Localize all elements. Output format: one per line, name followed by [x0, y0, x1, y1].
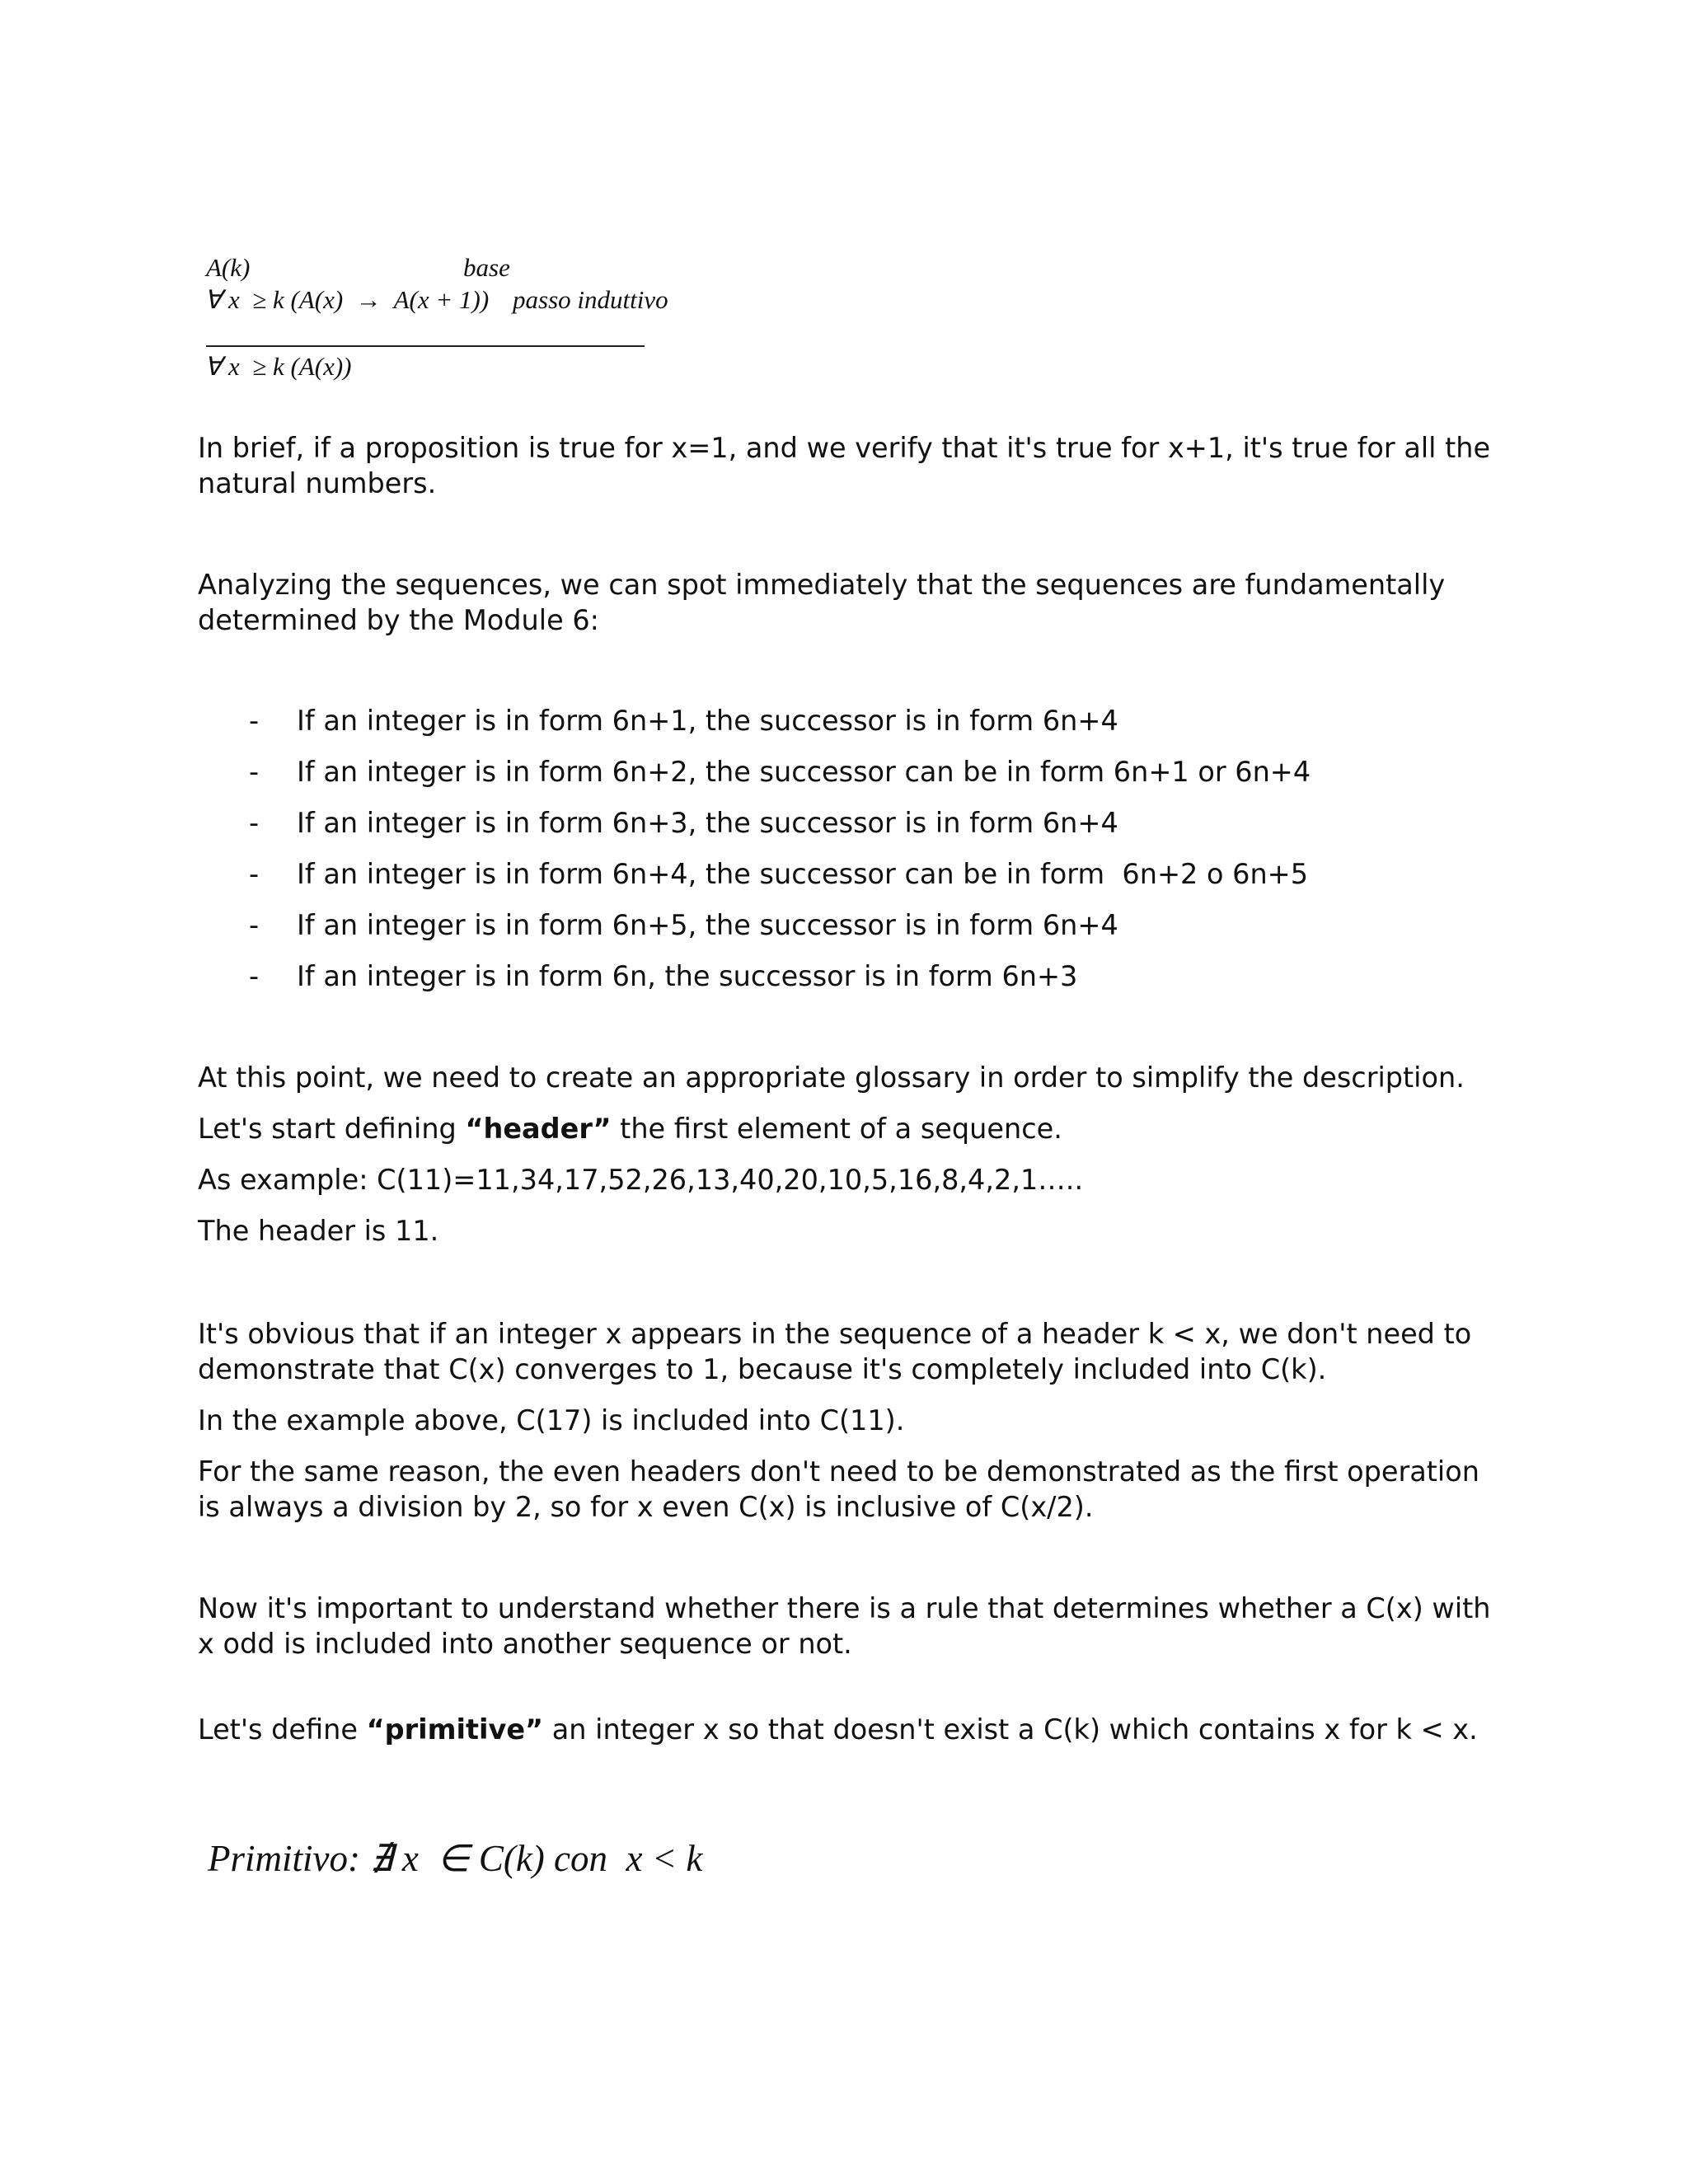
list-dash: -: [249, 756, 260, 788]
primitive-term: “primitive”: [366, 1713, 544, 1746]
list-item-text: If an integer is in form 6n+4, the successor can be in form 6n+2 o 6n+5: [297, 858, 1309, 890]
list-dash: -: [249, 858, 260, 890]
formula-step-left: ∀ x ≥ k (A(x) → A(x + 1)): [204, 285, 490, 314]
formula-base-left: A(k): [206, 253, 251, 282]
paragraph-example: As example: C(11)=11,34,17,52,26,13,40,20,10,5,16,8,4,2,1…..: [198, 1164, 1084, 1196]
paragraph-glossary: At this point, we need to create an appropriate glossary in order to simplify the description.: [198, 1062, 1465, 1094]
paragraph-example-inclusion: In the example above, C(17) is included into C(11).: [198, 1404, 905, 1436]
header-term: “header”: [465, 1113, 612, 1145]
list-dash: -: [249, 960, 260, 992]
paragraph-odd-rule: Now it's important to understand whether there is a rule that determines whether a C(x) with x odd is included into another sequence or not.: [198, 1592, 1491, 1660]
primitive-formula: Primitivo: ∄ x ∈ C(k) con x < k: [208, 1838, 703, 1879]
formula-conclusion: ∀ x ≥ k (A(x)): [204, 352, 352, 381]
list-dash: -: [249, 807, 260, 839]
paragraph-even-headers: For the same reason, the even headers don't need to be demonstrated as the first operation is always a division by 2, so for x even C(x) is inclusive of C(x/2).: [198, 1455, 1479, 1523]
paragraph-induction-summary: In brief, if a proposition is true for x=1, and we verify that it's true for x+1, it's true for all the natural numbers.: [198, 432, 1491, 499]
list-item-text: If an integer is in form 6n+3, the successor is in form 6n+4: [297, 807, 1118, 839]
list-dash: -: [249, 705, 260, 737]
primitive-def-pre: Let's define: [198, 1713, 367, 1746]
header-def-pre: Let's start defining: [198, 1113, 466, 1145]
list-item-text: If an integer is in form 6n+2, the successor can be in form 6n+1 or 6n+4: [297, 756, 1311, 788]
paragraph-primitive-definition: [198, 1712, 1492, 1747]
list-item-text: If an integer is in form 6n, the successor is in form 6n+3: [297, 960, 1078, 992]
list-dash: -: [249, 909, 260, 941]
paragraph-header-value: The header is 11.: [198, 1215, 439, 1247]
list-item-text: If an integer is in form 6n+1, the successor is in form 6n+4: [297, 705, 1118, 737]
formula-base-label: base: [463, 253, 510, 282]
paragraph-module-6: Analyzing the sequences, we can spot immediately that the sequences are fundamentally determined by the Module 6:: [198, 569, 1446, 636]
list-item-text: If an integer is in form 6n+5, the successor is in form 6n+4: [297, 909, 1118, 941]
formula-rule-line: [206, 345, 645, 347]
formula-step-label: passo induttivo: [513, 285, 668, 314]
paragraph-header-definition: [198, 1111, 1492, 1146]
header-def-post: the first element of a sequence.: [611, 1113, 1062, 1145]
paragraph-inclusion: It's obvious that if an integer x appears in the sequence of a header k < x, we don't need to demonstrate that C(x) converges to 1, because it's completely included into C(k).: [198, 1318, 1472, 1385]
primitive-def-post: an integer x so that doesn't exist a C(k) which contains x for k < x.: [543, 1713, 1478, 1746]
